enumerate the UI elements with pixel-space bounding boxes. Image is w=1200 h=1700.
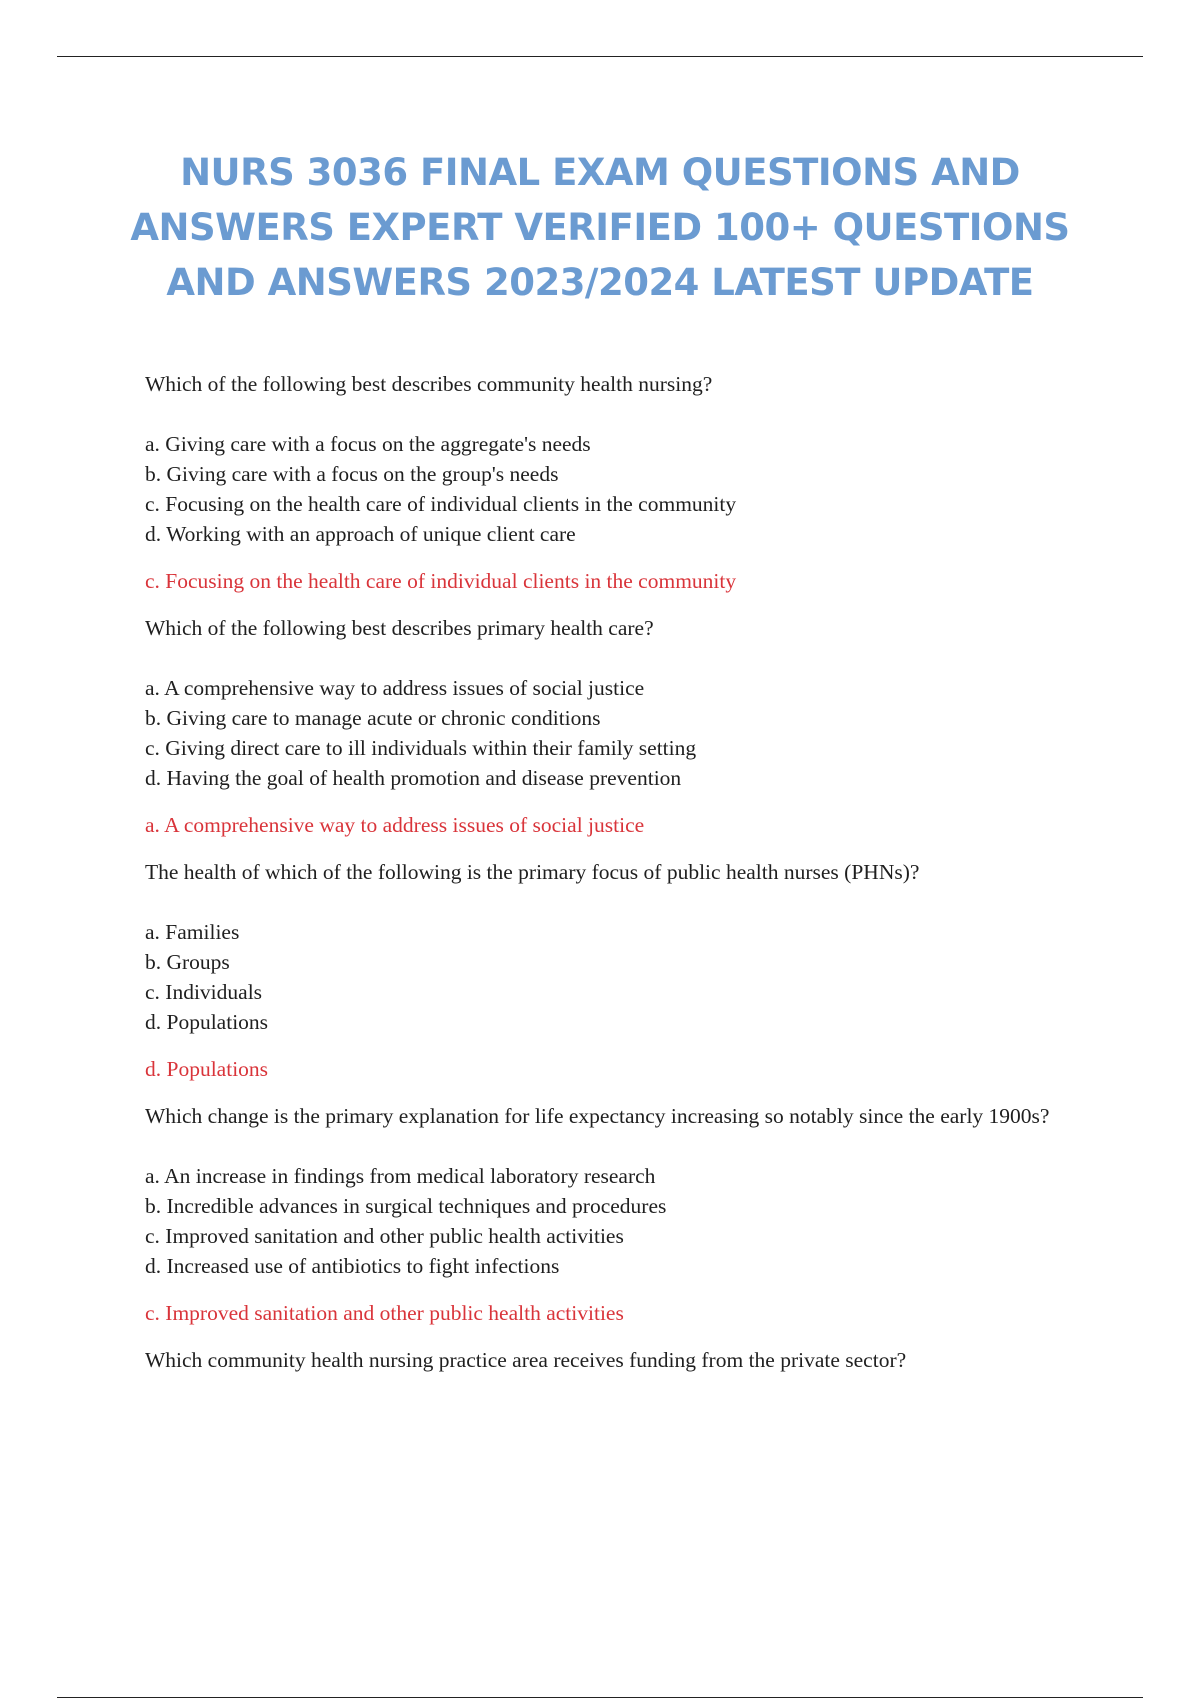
- option-item: a. Giving care with a focus on the aggregate's needs: [145, 432, 591, 456]
- option-item: d. Working with an approach of unique client care: [145, 522, 576, 546]
- question-block: [145, 857, 1105, 1084]
- option-item: c. Individuals: [145, 980, 263, 1004]
- option-item: b. Giving care to manage acute or chronic conditions: [145, 706, 601, 730]
- question-block: [145, 1101, 1105, 1328]
- option-item: d. Populations: [145, 1010, 269, 1034]
- question-text: Which of the following best describes community health nursing?: [145, 372, 713, 396]
- title-line: NURS 3036 FINAL EXAM QUESTIONS AND: [180, 151, 1020, 194]
- option-item: b. Giving care with a focus on the group's needs: [145, 462, 559, 486]
- answer-text: c. Improved sanitation and other public health activities: [145, 1301, 624, 1325]
- option-item: a. Families: [145, 920, 240, 944]
- answer-text: c. Focusing on the health care of individual clients in the community: [145, 569, 737, 593]
- trailing-question-text: Which community health nursing practice area receives funding from the private sector?: [145, 1348, 907, 1372]
- option-item: d. Increased use of antibiotics to fight infections: [145, 1254, 560, 1278]
- option-item: d. Having the goal of health promotion and disease prevention: [145, 766, 682, 790]
- answer-text: d. Populations: [145, 1057, 269, 1081]
- top-rule: [57, 56, 1143, 57]
- question-text: Which of the following best describes primary health care?: [145, 616, 654, 640]
- option-item: a. A comprehensive way to address issues of social justice: [145, 676, 645, 700]
- option-item: b. Incredible advances in surgical techniques and procedures: [145, 1194, 667, 1218]
- question-text: Which change is the primary explanation for life expectancy increasing so notably since the early 1900s?: [145, 1104, 1050, 1128]
- option-list: [145, 429, 1105, 549]
- option-item: c. Giving direct care to ill individuals within their family setting: [145, 736, 697, 760]
- option-item: c. Improved sanitation and other public health activities: [145, 1224, 624, 1248]
- answer-text: a. A comprehensive way to address issues of social justice: [145, 813, 645, 837]
- title-line: AND ANSWERS 2023/2024 LATEST UPDATE: [166, 261, 1034, 304]
- document-title: [100, 145, 1100, 310]
- title-line: ANSWERS EXPERT VERIFIED 100+ QUESTIONS: [130, 206, 1070, 249]
- option-item: c. Focusing on the health care of individual clients in the community: [145, 492, 737, 516]
- bottom-rule: [57, 1697, 1143, 1698]
- question-block: [145, 369, 1105, 596]
- option-item: a. An increase in findings from medical laboratory research: [145, 1164, 656, 1188]
- question-text: The health of which of the following is the primary focus of public health nurses (PHNs)?: [145, 860, 920, 884]
- question-block: [145, 613, 1105, 840]
- question-list: [145, 369, 1105, 1405]
- option-item: b. Groups: [145, 950, 230, 974]
- option-list: [145, 1161, 1105, 1281]
- option-list: [145, 917, 1105, 1037]
- option-list: [145, 673, 1105, 793]
